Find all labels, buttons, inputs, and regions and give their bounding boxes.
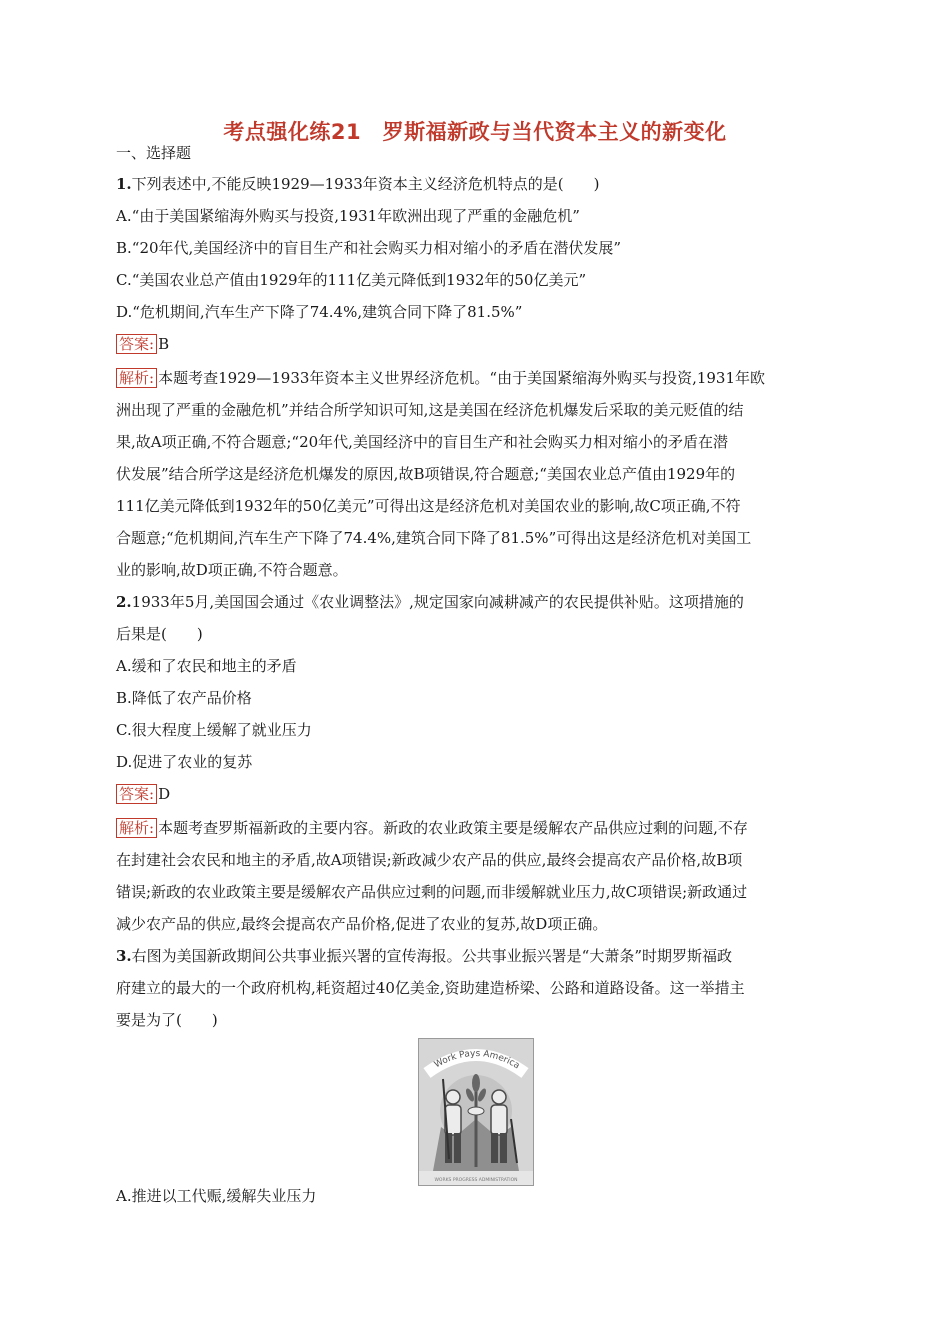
question-text: 下列表述中,不能反映1929—1933年资本主义经济危机特点的是( ): [131, 175, 600, 193]
q1-answer: [116, 334, 836, 354]
q2-analysis-line: 错误;新政的农业政策主要是缓解农产品供应过剩的问题,而非缓解就业压力,故C项错误;新政通过: [116, 883, 748, 901]
question-3-stem-cont: 要是为了( ): [116, 1011, 218, 1029]
q2-option-c: C.很大程度上缓解了就业压力: [116, 721, 312, 739]
question-number: 3.: [116, 947, 132, 965]
question-1-stem: [116, 174, 836, 194]
answer-label: 答案:: [116, 784, 157, 804]
question-3-stem-cont: 府建立的最大的一个政府机构,耗资超过40亿美金,资助建造桥梁、公路和道路设备。这一举措主: [116, 979, 745, 997]
question-text: 1933年5月,美国国会通过《农业调整法》,规定国家向减耕减产的农民提供补贴。这项措施的: [131, 593, 744, 611]
poster-slogan: Work Pays America: [432, 1048, 522, 1072]
section-heading: 一、选择题: [116, 144, 192, 162]
q1-analysis-line: 洲出现了严重的金融危机”并结合所学知识可知,这是美国在经济危机爆发后采取的美元贬值的结: [116, 401, 744, 419]
question-3-stem: [116, 946, 836, 966]
q2-analysis-line: 在封建社会农民和地主的矛盾,故A项错误;新政减少农产品的供应,最终会提高农产品价格,故B项: [116, 851, 743, 869]
q2-analysis-line: 减少农产品的供应,最终会提高农产品价格,促进了农业的复苏,故D项正确。: [116, 915, 608, 933]
question-2-stem-cont: 后果是( ): [116, 625, 203, 643]
q1-option-c: C.“美国农业总产值由1929年的111亿美元降低到1932年的50亿美元”: [116, 271, 587, 289]
q1-analysis-line: 伏发展”结合所学这是经济危机爆发的原因,故B项错误,符合题意;“美国农业总产值由1929年的: [116, 465, 736, 483]
wpa-poster-image: [418, 1038, 534, 1186]
q1-option-d: D.“危机期间,汽车生产下降了74.4%,建筑合同下降了81.5%”: [116, 303, 523, 321]
analysis-label: 解析:: [116, 818, 157, 838]
analysis-label: 解析:: [116, 368, 157, 388]
q2-answer: [116, 784, 836, 804]
q3-option-a: A.推进以工代赈,缓解失业压力: [116, 1187, 317, 1205]
q1-analysis-line: 111亿美元降低到1932年的50亿美元”可得出这是经济危机对美国农业的影响,故C项正确,不符: [116, 497, 741, 515]
q1-option-b: B.“20年代,美国经济中的盲目生产和社会购买力相对缩小的矛盾在潜伏发展”: [116, 239, 621, 257]
q2-option-b: B.降低了农产品价格: [116, 689, 252, 707]
q1-option-a: A.“由于美国紧缩海外购买与投资,1931年欧洲出现了严重的金融危机”: [116, 207, 580, 225]
q1-analysis-line: 合题意;“危机期间,汽车生产下降了74.4%,建筑合同下降了81.5%”可得出这是经济危机对美国工: [116, 529, 752, 547]
answer-value: D: [158, 785, 171, 803]
poster-illustration: [419, 1039, 533, 1185]
q1-analysis-line: 业的影响,故D项正确,不符合题意。: [116, 561, 348, 579]
q1-analysis-line: 解析: 本题考查1929—1933年资本主义世界经济危机。“由于美国紧缩海外购买与投资,1931年欧: [116, 368, 836, 388]
q1-analysis-line: 果,故A项正确,不符合题意;“20年代,美国经济中的盲目生产和社会购买力相对缩小的矛盾在潜: [116, 433, 728, 451]
poster-footer: WORKS PROGRESS ADMINISTRATION: [434, 1178, 518, 1183]
q2-option-a: A.缓和了农民和地主的矛盾: [116, 657, 297, 675]
document-title: 考点强化练21 罗斯福新政与当代资本主义的新变化: [223, 120, 727, 144]
question-text: 右图为美国新政期间公共事业振兴署的宣传海报。公共事业振兴署是“大萧条”时期罗斯福政: [131, 947, 733, 965]
answer-value: B: [158, 335, 170, 353]
question-number: 1.: [116, 175, 132, 193]
question-number: 2.: [116, 593, 132, 611]
q2-option-d: D.促进了农业的复苏: [116, 753, 253, 771]
question-2-stem: [116, 592, 836, 612]
answer-label: 答案:: [116, 334, 157, 354]
q2-analysis-line: 解析: 本题考查罗斯福新政的主要内容。新政的农业政策主要是缓解农产品供应过剩的问题,不存: [116, 818, 836, 838]
